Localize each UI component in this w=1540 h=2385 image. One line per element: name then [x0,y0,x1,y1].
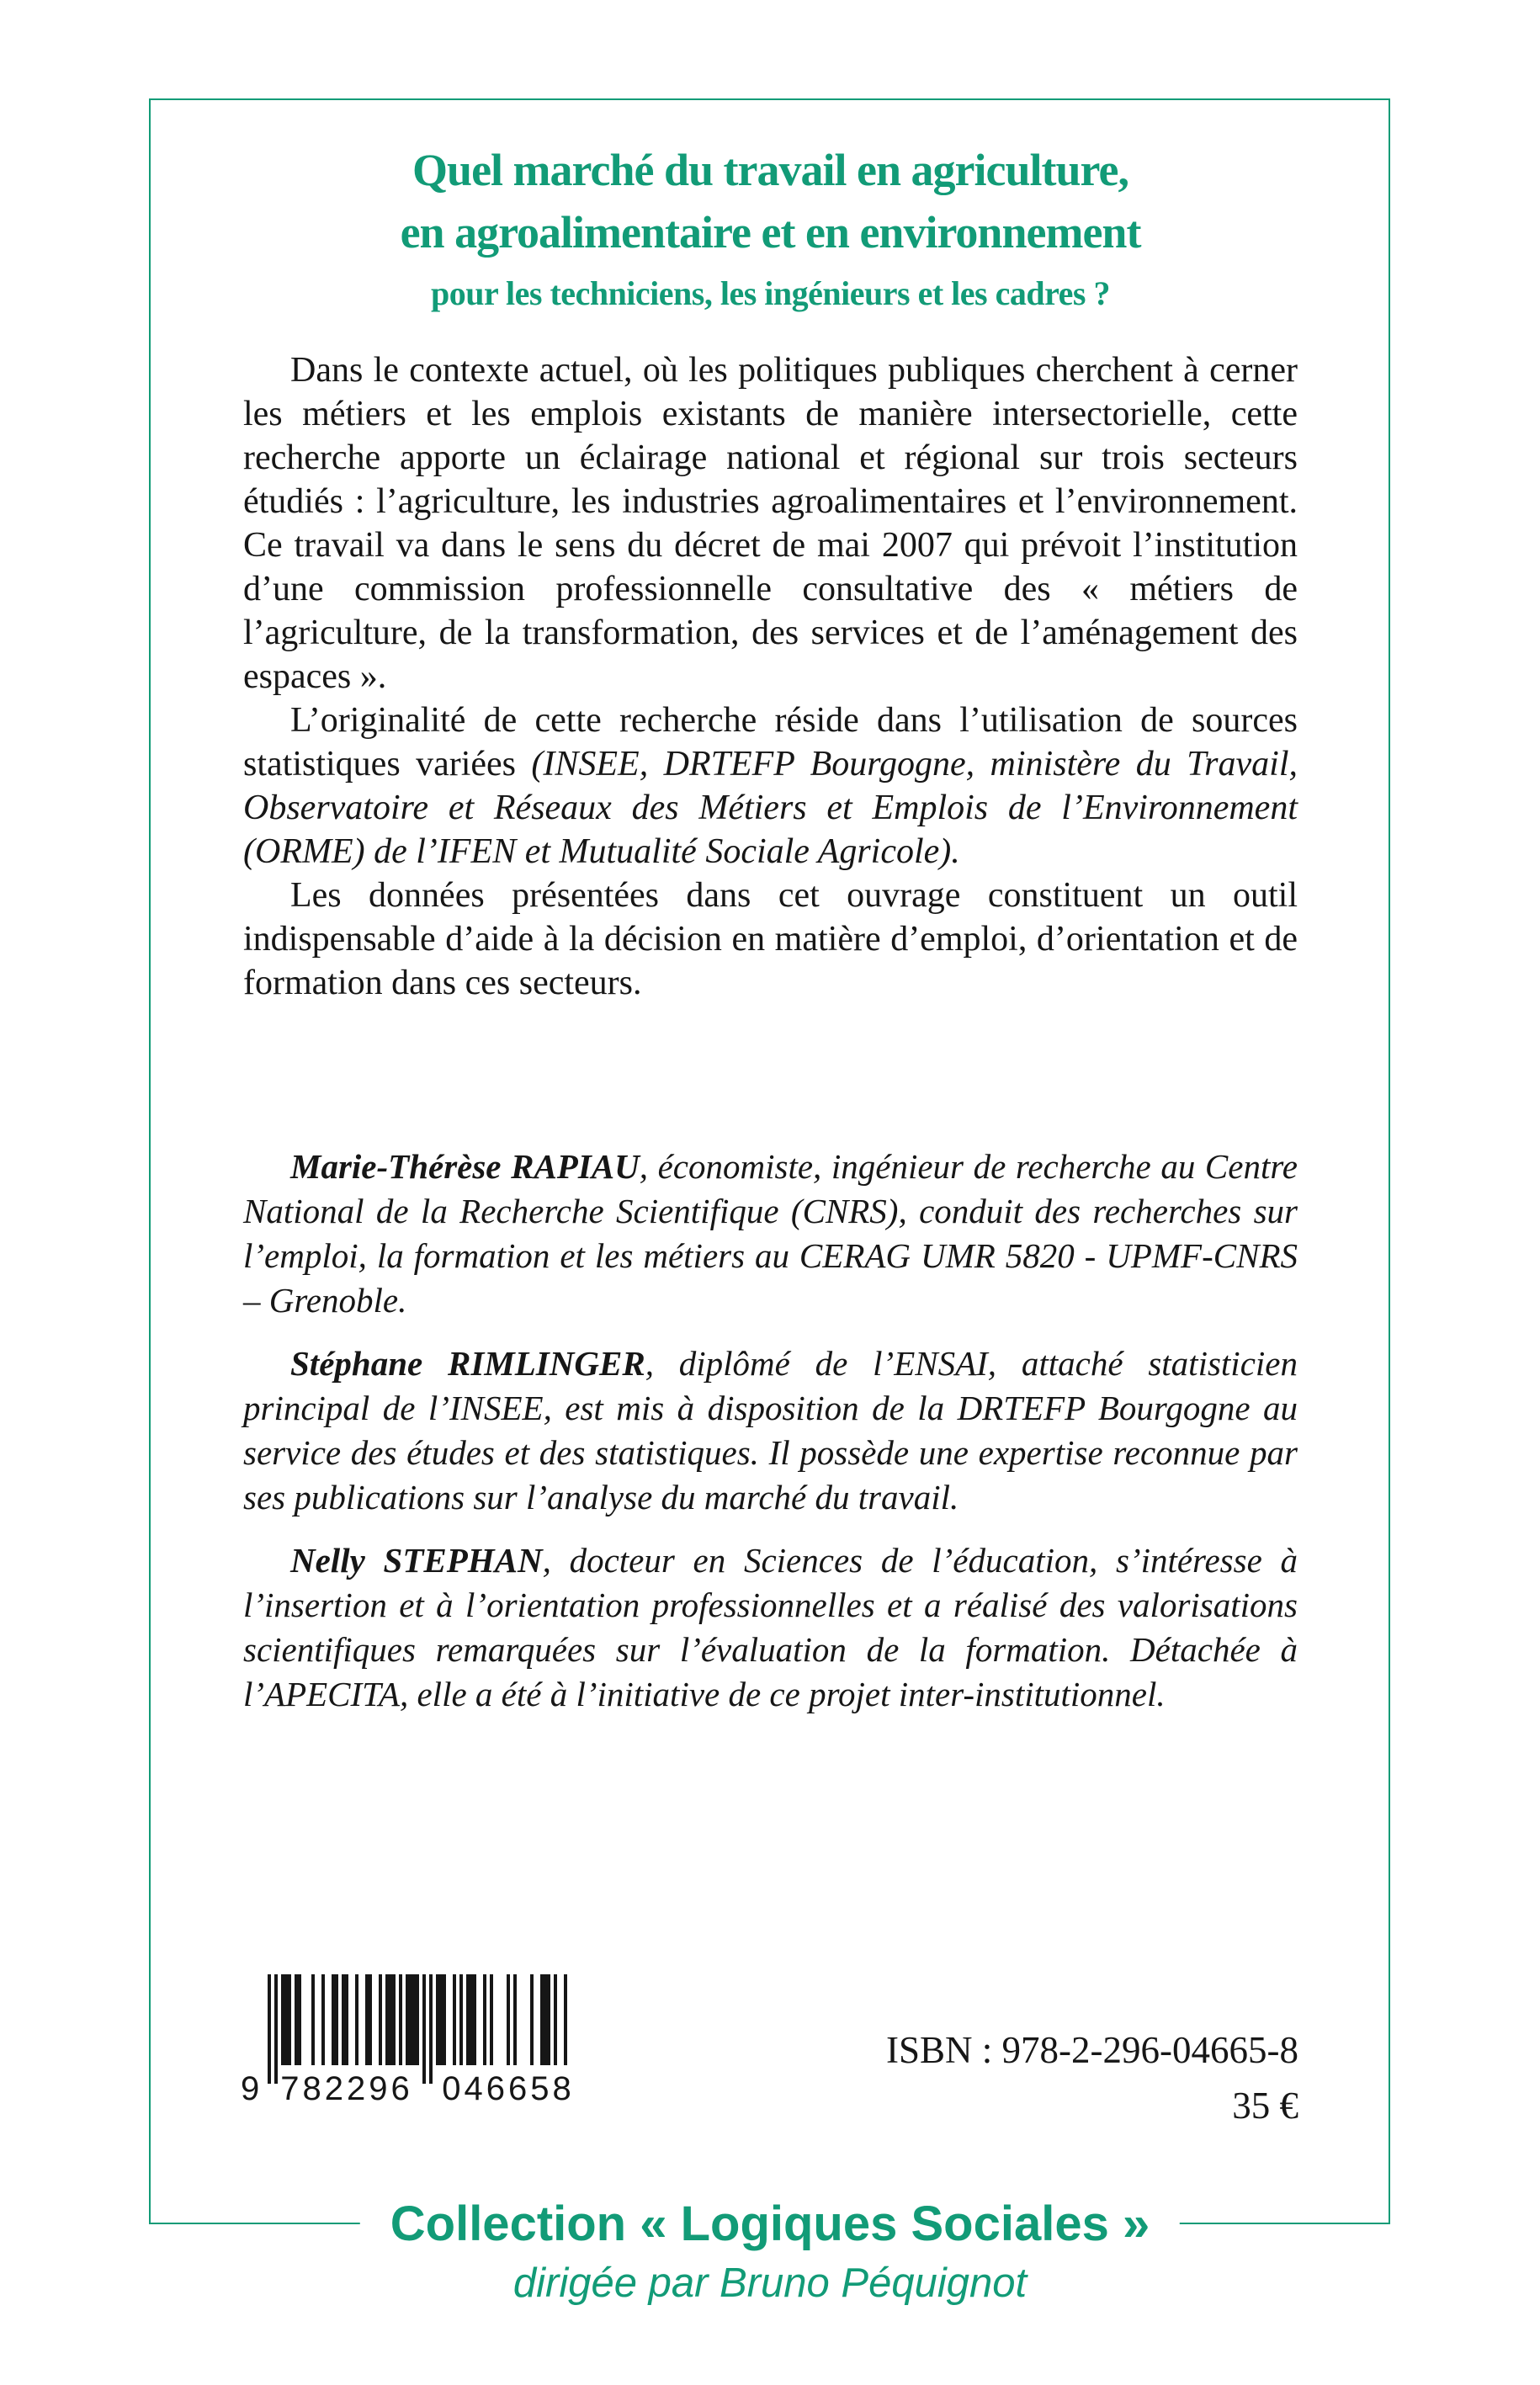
author-bio-rimlinger [243,1341,1298,1520]
collection-director: dirigée par Bruno Péquignot [512,2260,1028,2306]
barcode-digit-first: 9 [241,2070,260,2107]
summary-paragraph-2-sources: (INSEE, DRTEFP Bourgogne, ministère du Travail, Observatoire et Réseaux des Métiers et Emplois de l’Environnement (ORME) de l’IFEN et Mutualité Sociale Agricole). [243,745,1298,871]
summary-paragraph-2 [243,699,1298,874]
author-bio-stephan [243,1538,1298,1717]
isbn-price-block [886,2030,1298,2126]
book-title-line-2: en agroalimentaire et en environnement [400,207,1141,258]
author-name-rapiau: Marie-Thérèse RAPIAU [290,1147,640,1186]
isbn-label: ISBN : 978-2-296-04665-8 [886,2029,1298,2071]
title-block [243,139,1298,316]
ean13-barcode [241,1974,589,2112]
summary-paragraph-3: Les données présentées dans cet ouvrage constituent un outil indispensable d’aide à la décision en matière d’emploi, d’orientation et de formation dans ces secteurs. [243,876,1298,1002]
book-title-line-1: Quel marché du travail en agriculture, [412,145,1128,195]
barcode-digits-right: 046658 [439,2072,577,2106]
author-biographies [243,1145,1298,1735]
barcode-digits-left: 782296 [278,2072,416,2106]
price-label: 35 € [1232,2085,1298,2127]
book-subtitle: pour les techniciens, les ingénieurs et les cadres ? [431,274,1110,312]
author-name-rimlinger: Stéphane RIMLINGER [290,1344,645,1383]
author-bio-rapiau [243,1145,1298,1323]
author-name-stephan: Nelly STEPHAN [290,1541,543,1580]
barcode-bars-image [268,1974,587,2085]
collection-title: Collection « Logiques Sociales » [360,2196,1180,2252]
summary-paragraph-2-plain: L’originalité de cette recherche réside dans l’utilisation de sources statistiques variées [243,701,1298,783]
author-bio-text-rimlinger: , diplômé de l’ENSAI, attaché statisticien principal de l’INSEE, est mis à disposition de la DRTEFP Bourgogne au service des études et des statistiques. Il possède une expertise reconnue par ses publications sur l’analyse du marché du travail. [243,1344,1298,1517]
back-cover-summary [243,348,1298,1005]
author-bio-text-rapiau: , économiste, ingénieur de recherche au Centre National de la Recherche Scientifique (CNRS), conduit des recherches sur l’emploi, la formation et les métiers au CERAG UMR 5820 - UPMF-CNRS – Grenoble. [243,1147,1298,1320]
summary-paragraph-1: Dans le contexte actuel, où les politiques publiques cherchent à cerner les métiers et les emplois existants de manière intersectorielle, cette recherche apporte un éclairage national et régional sur trois secteurs étudiés : l’agriculture, les industries agroalimentaires et l’environnement. Ce travail va dans le sens du décret de mai 2007 qui prévoit l’institution d’une commission professionnelle consultative des « métiers de l’agriculture, de la transformation, des services et de l’aménagement des espaces ». [243,351,1298,696]
author-bio-text-stephan: , docteur en Sciences de l’éducation, s’intéresse à l’insertion et à l’orientation professionnelles et a réalisé des valorisations scientifiques remarquées sur l’évaluation de la formation. Détachée à l’APECITA, elle a été à l’initiative de ce projet inter-institutionnel. [243,1541,1298,1713]
